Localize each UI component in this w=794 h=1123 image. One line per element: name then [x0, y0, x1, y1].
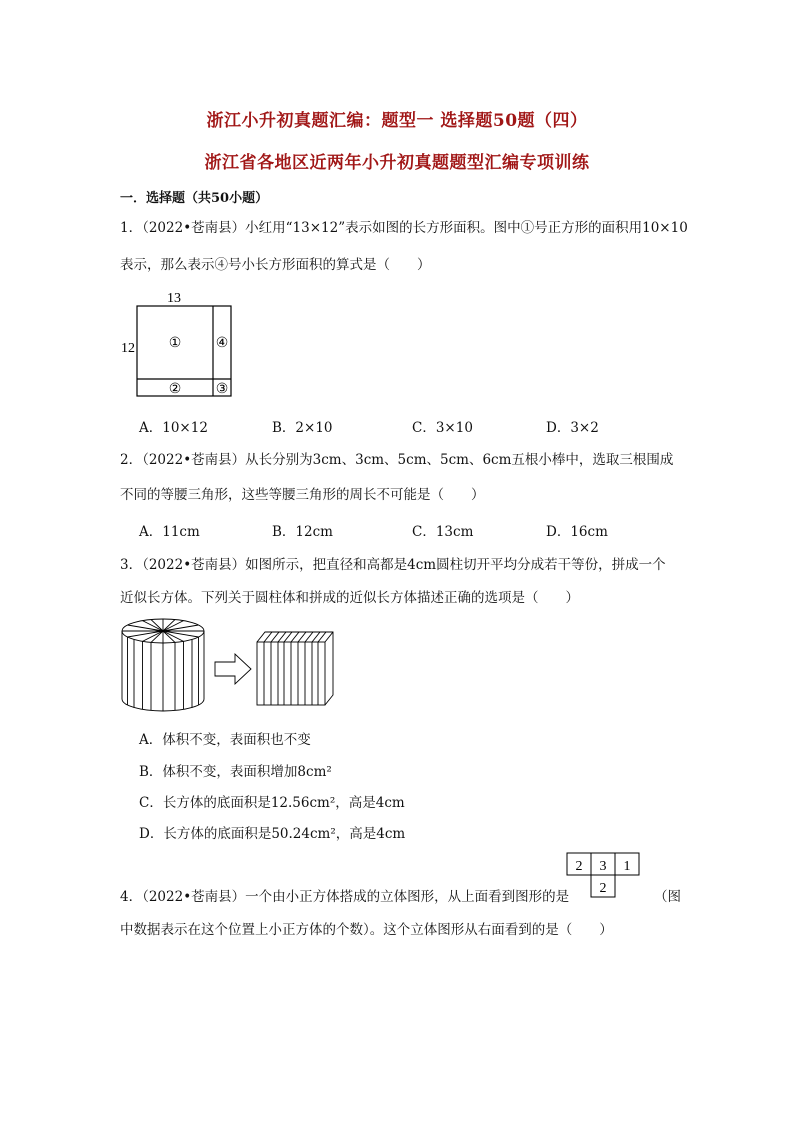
q1-rectangle-figure — [112, 284, 242, 400]
q1-line1: 1．（2022•苍南县）小红用“13×12”表示如图的长方形面积。图中①号正方形的面积用10×10 — [120, 220, 688, 236]
q3-option-a[interactable]: A．体积不变，表面积也不变 — [139, 732, 311, 748]
q3-option-d[interactable]: D．长方体的底面积是50.24cm²，高是4cm — [139, 826, 406, 842]
grid-cell-d: 2 — [599, 881, 607, 896]
q1-option-d[interactable]: D．3×2 — [546, 420, 599, 436]
page-title: 浙江小升初真题汇编：题型一 选择题50题（四） — [206, 111, 588, 131]
q1-line2: 表示，那么表示④号小长方形面积的算式是（ ） — [120, 257, 431, 273]
q2-option-c[interactable]: C．13cm — [412, 524, 474, 540]
q1-option-b[interactable]: B．2×10 — [272, 420, 333, 436]
section-heading: 一．选择题（共50小题） — [120, 191, 269, 206]
q1-cell-4: ④ — [215, 336, 229, 351]
grid-cell-c: 1 — [623, 859, 631, 874]
page-subtitle: 浙江省各地区近两年小升初真题题型汇编专项训练 — [204, 153, 590, 173]
q3-line1: 3．（2022•苍南县）如图所示，把直径和高都是4cm圆柱切开平均分成若干等份，拼成一个 — [120, 557, 666, 573]
q3-option-c[interactable]: C．长方体的底面积是12.56cm²，高是4cm — [139, 795, 405, 811]
q2-option-d[interactable]: D．16cm — [546, 524, 608, 540]
q2-option-a[interactable]: A．11cm — [139, 524, 200, 540]
right-arrow-icon — [215, 654, 251, 684]
q1-option-c[interactable]: C．3×10 — [412, 420, 473, 436]
q4-line1: 4．（2022•苍南县）一个由小正方体搭成的立体图形，从上面看到图形的是 — [120, 889, 570, 905]
q2-line1: 2．（2022•苍南县）从长分别为3cm、3cm、5cm、5cm、6cm五根小棒中，选取三根围成 — [120, 452, 674, 468]
grid-cell-b: 3 — [599, 859, 607, 874]
q3-option-b[interactable]: B．体积不变，表面积增加8cm² — [139, 764, 332, 780]
cuboid-icon — [257, 632, 333, 705]
q1-label-top: 13 — [167, 291, 181, 306]
q4-line2: 中数据表示在这个位置上小正方体的个数）。这个立体图形从右面看到的是（ ） — [120, 922, 613, 938]
q4-line1-tail: （图 — [654, 889, 681, 905]
q2-option-b[interactable]: B．12cm — [272, 524, 333, 540]
q1-label-left: 12 — [121, 341, 135, 356]
q4-top-view-grid — [565, 851, 645, 901]
q1-cell-1: ① — [168, 336, 182, 351]
q1-option-a[interactable]: A．10×12 — [139, 420, 208, 436]
cylinder-icon — [122, 619, 204, 711]
q2-line2: 不同的等腰三角形，这些等腰三角形的周长不可能是（ ） — [120, 487, 485, 503]
q3-line2: 近似长方体。下列关于圆柱体和拼成的近似长方体描述正确的选项是（ ） — [120, 590, 579, 606]
q1-cell-2: ② — [168, 382, 182, 397]
q1-cell-3: ③ — [215, 382, 229, 397]
grid-cell-a: 2 — [575, 859, 583, 874]
q3-cylinder-figure — [118, 614, 340, 716]
